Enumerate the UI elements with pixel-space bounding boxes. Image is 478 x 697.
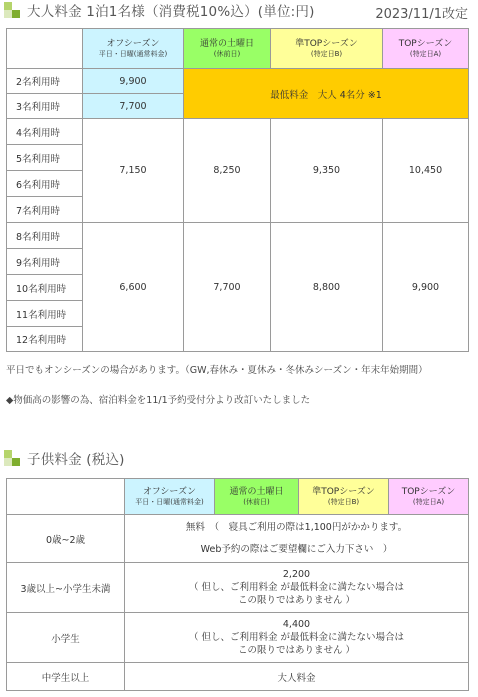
col-sub: (休前日) bbox=[243, 497, 270, 506]
col-saturday bbox=[215, 479, 299, 515]
col-name: 通常の土曜日 bbox=[199, 38, 254, 49]
row-label: 7名利用時 bbox=[7, 197, 83, 223]
col-semi-top-season bbox=[299, 479, 389, 515]
price-top-4to7: 10,450 bbox=[383, 119, 469, 223]
price-saturday-8to12: 7,700 bbox=[184, 223, 271, 352]
row-label: 5名利用時 bbox=[7, 145, 83, 171]
price-off-8to12: 6,600 bbox=[83, 223, 184, 352]
price-semitop-4to7: 9,350 bbox=[271, 119, 383, 223]
header-blank-cell bbox=[7, 29, 83, 69]
row-label: 9名利用時 bbox=[7, 249, 83, 275]
row-label: 中学生以上 bbox=[7, 663, 125, 691]
table-row bbox=[7, 223, 469, 249]
child-price-table bbox=[6, 478, 469, 691]
child-header-row bbox=[7, 479, 469, 515]
child-section-header bbox=[4, 448, 125, 468]
price-line: Web予約の際はご要望欄にご入力下さい ） bbox=[200, 543, 393, 555]
price-2-persons: 9,900 bbox=[83, 69, 184, 94]
col-name: オフシーズン bbox=[106, 38, 160, 49]
col-sub: 平日・日曜(通常料金) bbox=[135, 497, 204, 506]
child-price-cell bbox=[125, 613, 469, 663]
price-line: 無料 （ 寝具ご利用の際は1,100円がかかります。 bbox=[185, 521, 408, 533]
col-off-season bbox=[83, 29, 184, 69]
row-label: 0歳~2歳 bbox=[7, 515, 125, 563]
col-sub: (特定日B) bbox=[310, 49, 343, 58]
table-row bbox=[7, 613, 469, 663]
table-row bbox=[7, 515, 469, 563]
child-price-cell bbox=[125, 663, 469, 691]
col-sub: (特定日A) bbox=[412, 497, 445, 506]
child-price-cell bbox=[125, 515, 469, 563]
col-semi-top-season bbox=[271, 29, 383, 69]
adult-section-title: 大人料金 1泊1名様（消費税10%込）(単位:円) bbox=[27, 4, 315, 20]
price-top-8to12: 9,900 bbox=[383, 223, 469, 352]
adult-section-header bbox=[4, 0, 315, 20]
col-sub: 平日・日曜(通常料金) bbox=[98, 49, 168, 58]
price-line: （ 但し、ご利用料金 が最低料金に満たない場合は bbox=[188, 632, 405, 643]
col-sub: (特定日A) bbox=[409, 49, 442, 58]
adult-header-row bbox=[7, 29, 469, 69]
col-name: TOPシーズン bbox=[398, 38, 453, 49]
col-saturday bbox=[184, 29, 271, 69]
row-label: 2名利用時 bbox=[7, 69, 83, 94]
child-price-cell bbox=[125, 563, 469, 613]
row-label: 小学生 bbox=[7, 613, 125, 663]
table-row bbox=[7, 119, 469, 145]
child-section-title: 子供料金 (税込) bbox=[27, 452, 125, 468]
table-row bbox=[7, 69, 469, 94]
row-label: 11名利用時 bbox=[7, 301, 83, 327]
col-top-season bbox=[389, 479, 469, 515]
col-name: オフシーズン bbox=[143, 486, 196, 497]
header-blank-cell bbox=[7, 479, 125, 515]
season-note: 平日でもオンシーズンの場合があります。（GW,春休み・夏休み・冬休みシーズン・年末年始期間） bbox=[6, 365, 428, 376]
price-saturday-4to7: 8,250 bbox=[184, 119, 271, 223]
adult-price-table bbox=[6, 28, 469, 352]
price-line: 4,400 bbox=[282, 619, 311, 630]
price-line: 大人料金 bbox=[277, 672, 316, 684]
col-sub: (休前日) bbox=[213, 49, 241, 58]
col-sub: (特定日B) bbox=[327, 497, 360, 506]
row-label: 6名利用時 bbox=[7, 171, 83, 197]
row-label: 3歳以上~小学生未満 bbox=[7, 563, 125, 613]
table-row bbox=[7, 563, 469, 613]
price-line: この限りではありません ） bbox=[237, 645, 356, 656]
row-label: 10名利用時 bbox=[7, 275, 83, 301]
row-label: 12名利用時 bbox=[7, 327, 83, 352]
col-name: TOPシーズン bbox=[401, 486, 456, 497]
price-semitop-8to12: 8,800 bbox=[271, 223, 383, 352]
price-off-4to7: 7,150 bbox=[83, 119, 184, 223]
revision-date: 2023/11/1改定 bbox=[375, 7, 468, 22]
price-line: 2,200 bbox=[282, 569, 311, 580]
row-label: 8名利用時 bbox=[7, 223, 83, 249]
col-off-season bbox=[125, 479, 215, 515]
price-3-persons: 7,700 bbox=[83, 94, 184, 119]
table-row bbox=[7, 663, 469, 691]
col-name: 準TOPシーズン bbox=[295, 38, 358, 49]
minimum-charge-notice: 最低料金 大人 4名分 ※1 bbox=[184, 69, 469, 119]
price-line: （ 但し、ご利用料金 が最低料金に満たない場合は bbox=[188, 582, 405, 593]
col-name: 準TOPシーズン bbox=[312, 486, 375, 497]
row-label: 3名利用時 bbox=[7, 94, 83, 119]
col-top-season bbox=[383, 29, 469, 69]
row-label: 4名利用時 bbox=[7, 119, 83, 145]
price-revision-note: ◆物価高の影響の為、宿泊料金を11/1予約受付分より改訂いたしました bbox=[6, 395, 311, 406]
section-bullet-icon bbox=[4, 450, 20, 466]
price-line: この限りではありません ） bbox=[237, 595, 356, 606]
col-name: 通常の土曜日 bbox=[229, 486, 284, 497]
section-bullet-icon bbox=[4, 2, 20, 18]
